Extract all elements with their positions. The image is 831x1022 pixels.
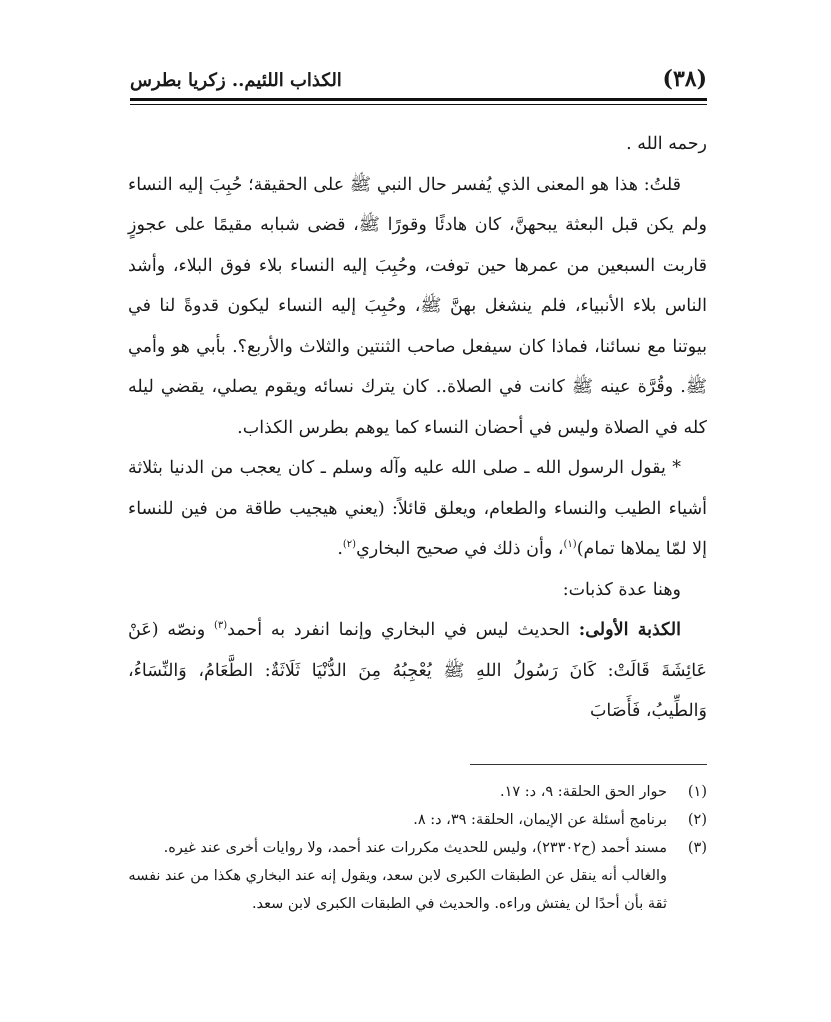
footnote-number: (٣) [687, 840, 707, 856]
paragraph-commentary: قلتُ: هذا هو المعنى الذي يُفسر حال النبي ﷺ على الحقيقة؛ حُبِبَ إليه النساء ولم يكن قبل البعثة يبحهنَّ، كان هادئًا وقورًا ﷺ، قضى شبابه مقيمًا على عجوزٍ قاربت السبعين من عمرها حين توفت، وحُبِبَ إليه النساء بلاء فوق البلاء، وأشد الناس بلاء الأنبياء، فلم ينشغل بهنَّ ﷺ، وحُبِبَ إليه النساء ليكون قدوةً لنا في بيوتنا مع نسائنا، فماذا كان سيفعل صاحب الثنتين والثلاث والأربع؟. بأبي هو وأمي ﷺ. وقُرَّة عينه ﷺ كانت في الصلاة.. كان يترك نسائه ويقوم يصلي، يقضي ليله كله في الصلاة وليس في أحضان النساء كما يوهم بطرس الكذاب. [128, 174, 707, 438]
main-text [128, 124, 707, 732]
footnote-ref-1[interactable]: (١) [563, 539, 577, 551]
paragraph-first-lie [128, 610, 707, 732]
first-lie-text-a: الحديث ليس في البخاري وإنما انفرد به أحمد [227, 620, 579, 640]
footnote-separator [470, 764, 707, 765]
page-header [130, 66, 707, 102]
paragraph-continuation: رحمه الله . [626, 134, 707, 154]
footnote-text: برنامج أسئلة عن الإيمان، الحلقة: ٣٩، د: ٨. [413, 812, 667, 828]
first-lie-text-b: ونصّه (عَنْ عَائِشَةَ قَالَتْ: كَانَ رَسُولُ اللهِ ﷺ يُعْجِبُهُ مِنَ الدُّنْيَا ثَلَاثَةٌ: الطَّعَامُ، وَالنِّسَاءُ، وَالطِّيبُ، فَأَصَابَ [128, 620, 707, 721]
claim-text-c: . [337, 539, 343, 559]
footnote-text: مسند أحمد (ح٢٣٣٠٢)، وليس للحديث مكررات عند أحمد، ولا روايات أخرى عند غيره. والغالب أنه ينقل عن الطبقات الكبرى لابن سعد، ويقول إنه عند البخاري هكذا من عند نفسه ثقة بأن أحدًا لن يفتش وراءه. والحديث في الطبقات الكبرى لابن سعد. [128, 840, 667, 912]
footnote-ref-2[interactable]: (٢) [342, 539, 357, 551]
footnote-ref-3[interactable]: (٣) [213, 620, 228, 632]
footnotes [128, 778, 707, 918]
claim-text-a: * يقول الرسول الله ـ صلى الله عليه وآله وسلم ـ كان يعجب من الدنيا بثلاثة أشياء الطيب والنساء والطعام، ويعلق قائلاً: (يعني هيجيب طاقة من فين للنساء إلا لمّا يملاها تمام) [128, 458, 707, 559]
first-lie-heading: الكذبة الأولى: [578, 620, 681, 640]
paragraph-lies-intro: وهنا عدة كذبات: [562, 579, 681, 600]
paragraph-claim [128, 448, 707, 570]
header-rule-thick [130, 98, 707, 101]
footnote-number: (٢) [687, 812, 707, 828]
header-rule-thin [130, 104, 707, 105]
footnote-3 [128, 834, 707, 918]
claim-text-b: ، وأن ذلك في صحيح البخاري [356, 539, 564, 559]
footnote-number: (١) [687, 784, 707, 800]
footnote-2 [128, 806, 707, 834]
footnote-1 [128, 778, 707, 806]
footnote-text: حوار الحق الحلقة: ٩، د: ١٧. [499, 784, 667, 800]
page-number: (٣٨) [662, 66, 707, 92]
running-title: الكذاب اللئيم.. زكريا بطرس [130, 70, 342, 91]
